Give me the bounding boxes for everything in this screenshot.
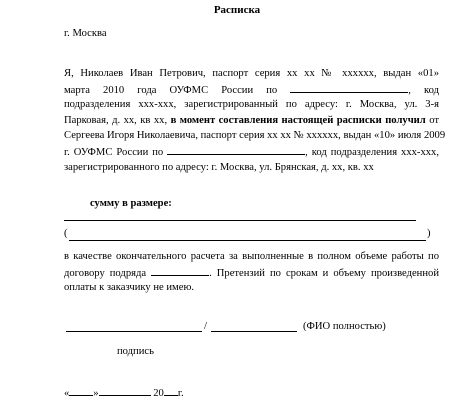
city-line: г. Москва — [64, 28, 107, 39]
paragraph-receipt — [64, 66, 446, 175]
paren-close: ) — [427, 228, 431, 239]
para1-line-2 — [64, 82, 439, 98]
para2-line-2-text-b: . Претензий по срокам и объему произведенной — [209, 267, 439, 279]
sum-blank-line — [64, 220, 416, 221]
para1-line-2-text-b: , код — [408, 84, 439, 96]
signature-label: подпись — [117, 346, 154, 357]
para1-line-3: подразделения ххх-ххх, зарегистрированный по адресу: г. Москва, ул. 3-я — [64, 99, 439, 111]
paren-open: ( — [64, 228, 68, 239]
paragraph-payment — [64, 249, 439, 296]
para1-line-4 — [64, 113, 439, 129]
date-day-blank — [69, 385, 93, 396]
blank-issuer-1 — [290, 82, 408, 93]
date-year-suffix: г. — [177, 388, 184, 399]
date-month-blank — [99, 385, 151, 396]
date-line — [64, 385, 184, 400]
sum-label: сумму в размере: — [90, 198, 172, 209]
fio-blank-line — [211, 331, 297, 332]
date-year-prefix: 20 — [153, 388, 164, 399]
para2-line-1: в качестве окончательного расчета за выполненные в полном объеме работы по — [64, 251, 439, 262]
document-title: Расписка — [213, 4, 261, 16]
para1-line-4-text-c: от — [429, 114, 439, 126]
para1-line-7: зарегистрированного по адресу: г. Москва, ул. Брянская, д. хх, кв. хх — [64, 161, 374, 173]
para1-line-5: Сергеева Игоря Николаевича, паспорт серия хх хх № хххххх, выдан «10» июля 2009 — [64, 130, 446, 142]
date-year-blank — [164, 385, 178, 396]
fio-label: (ФИО полностью) — [303, 321, 386, 332]
para1-line-6-text-b: , код подразделения ххх-ххх, — [305, 146, 439, 158]
sum-words-blank-line — [69, 240, 426, 241]
para1-line-1: Я, Николаев Иван Петрович, паспорт серия хх хх № хххххх, выдан «01» — [64, 68, 439, 79]
date-close-quote: » — [93, 388, 99, 399]
signature-slash: / — [204, 321, 207, 332]
para1-line-6 — [64, 144, 439, 160]
blank-contract-number — [151, 265, 209, 276]
para1-line-2-text-a: марта 2010 года ОУФМС России по — [64, 84, 278, 96]
date-open-quote: « — [64, 388, 70, 399]
blank-issuer-2 — [167, 144, 305, 155]
para1-line-4-text-a: Парковая, д. хх, кв хх, — [64, 114, 168, 126]
para2-line-2-text-a: договору подряда — [64, 267, 147, 279]
receipt-bold-phrase: в момент составления настоящей расписки получил — [170, 114, 426, 126]
para2-line-2 — [64, 265, 439, 281]
para2-line-3: оплаты к заказчику не имею. — [64, 282, 195, 294]
signature-blank-line — [66, 331, 202, 332]
para1-line-6-text-a: г. ОУФМС России по — [64, 146, 164, 158]
